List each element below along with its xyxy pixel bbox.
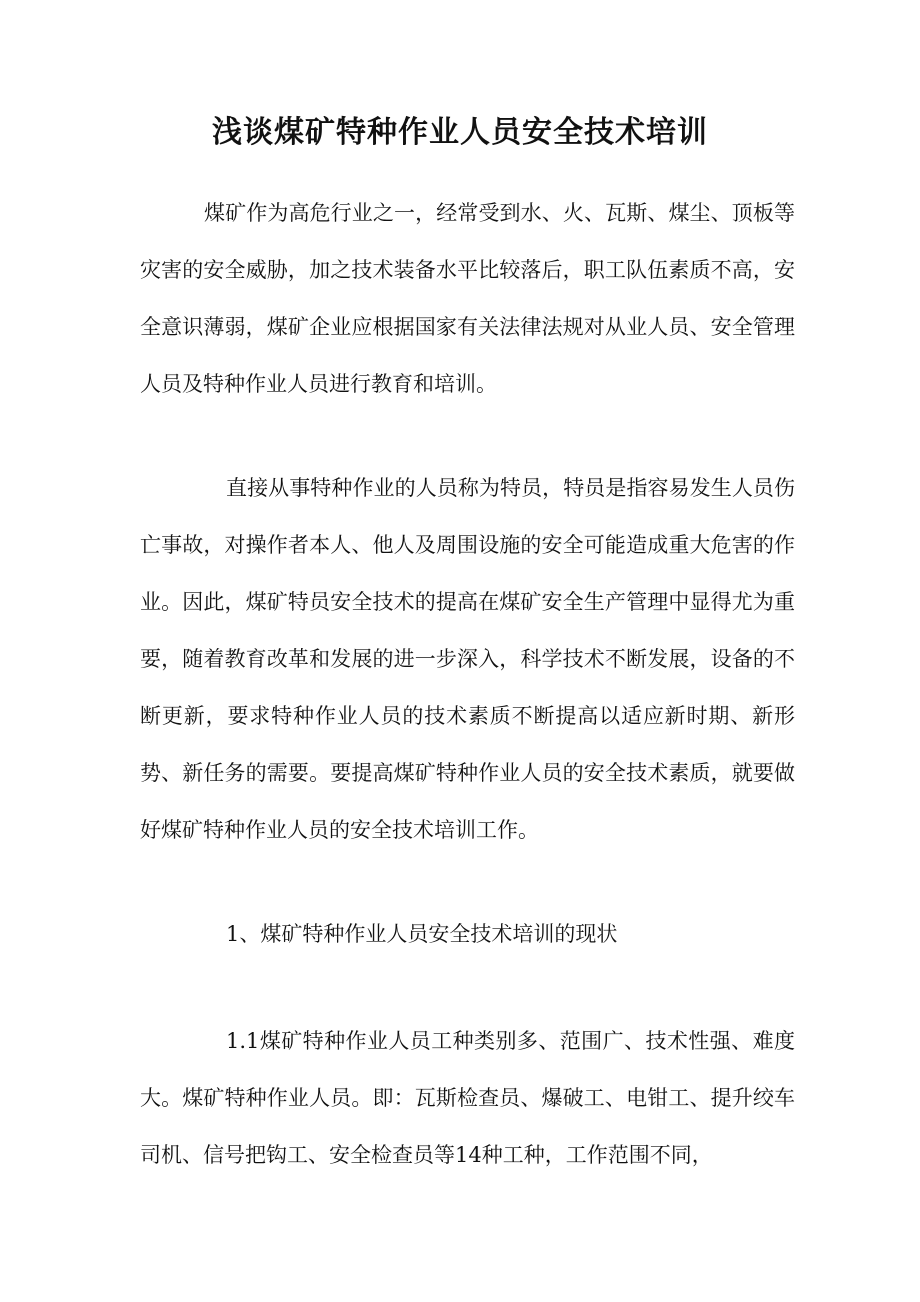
section-heading: 1、煤矿特种作业人员安全技术培训的现状 bbox=[226, 922, 618, 946]
document-title: 浅谈煤矿特种作业人员安全技术培训 bbox=[212, 115, 708, 150]
definition-paragraph: 直接从事特种作业的人员称为特员，特员是指容易发生人员伤亡事故，对操作者本人、他人及周围设施的安全可能造成重大危害的作业。因此，煤矿特员安全技术的提高在煤矿安全生产管理中显得尤为重要，随着教育改革和发展的进一步深入，科学技术不断发展，设备的不断更新，要求特种作业人员的技术素质不断提高以适应新时期、新形势、新任务的需要。要提高煤矿特种作业人员的安全技术素质，就要做好煤矿特种作业人员的安全技术培训工作。 bbox=[140, 476, 795, 842]
subsection-paragraph: 1.1煤矿特种作业人员工种类别多、范围广、技术性强、难度大。煤矿特种作业人员。即：瓦斯检查员、爆破工、电钳工、提升绞车司机、信号把钩工、安全检查员等14种工种，工作范围不同， bbox=[140, 1029, 795, 1167]
intro-paragraph: 煤矿作为高危行业之一，经常受到水、火、瓦斯、煤尘、顶板等灾害的安全威胁，加之技术装备水平比较落后，职工队伍素质不高，安全意识薄弱，煤矿企业应根据国家有关法律法规对从业人员、安全管理人员及特种作业人员进行教育和培训。 bbox=[140, 201, 795, 396]
